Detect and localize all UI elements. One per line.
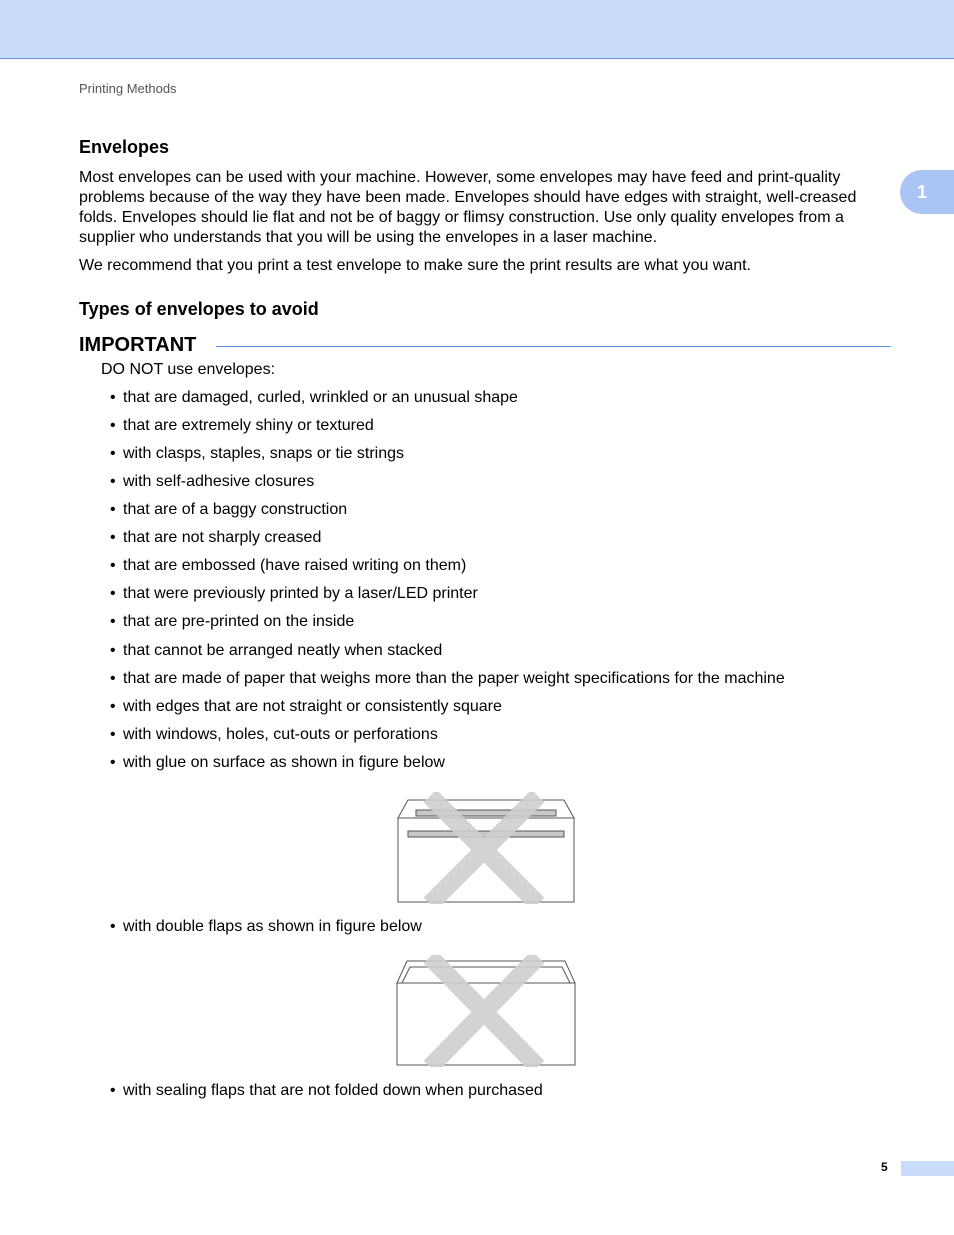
list-item: • that are not sharply creased (110, 529, 322, 546)
important-label: IMPORTANT (79, 334, 197, 356)
list-item: • that are pre-printed on the inside (110, 613, 355, 630)
list-item: • that are extremely shiny or textured (110, 417, 374, 434)
list-item: • that are damaged, curled, wrinkled or an unusual shape (110, 389, 518, 406)
list-item: • that cannot be arranged neatly when stacked (110, 642, 443, 659)
chapter-tab[interactable]: 1 (900, 170, 954, 214)
list-item: • with sealing flaps that are not folded down when purchased (110, 1082, 543, 1099)
double-flap-envelope-crossed-out-icon (394, 955, 578, 1067)
list-item: • that are embossed (have raised writing on them) (110, 557, 467, 574)
recommendation-paragraph: We recommend that you print a test envelope to make sure the print results are what you want. (79, 257, 752, 274)
list-item: • with windows, holes, cut-outs or perforations (110, 726, 438, 743)
glue-envelope-crossed-out-icon (394, 792, 578, 904)
important-divider (216, 346, 891, 347)
subsection-title: Types of envelopes to avoid (79, 299, 319, 319)
important-callout-header (79, 334, 891, 360)
list-item: • that were previously printed by a laser/LED printer (110, 585, 478, 602)
page-number: 5 (881, 1160, 888, 1174)
list-item: • with glue on surface as shown in figure below (110, 754, 445, 771)
list-item: • with edges that are not straight or consistently square (110, 698, 502, 715)
section-title: Envelopes (79, 137, 170, 157)
do-not-use-intro: DO NOT use envelopes: (101, 361, 276, 378)
page-marker (901, 1161, 954, 1176)
breadcrumb: Printing Methods (79, 81, 177, 96)
intro-paragraph: Most envelopes can be used with your machine. However, some envelopes may have feed and print-quality problems because of the way they have been made. Envelopes should have edges with straight, well-creased folds. Envelopes should lie flat and not be of baggy or flimsy construction. Use only quality envelopes from a supplier who understands that you will be using the envelopes in a laser machine. (79, 169, 857, 246)
header-band (0, 0, 954, 59)
list-item: • with self-adhesive closures (110, 473, 315, 490)
list-item: • with double flaps as shown in figure below (110, 918, 422, 935)
list-item: • that are of a baggy construction (110, 501, 348, 518)
list-item: • with clasps, staples, snaps or tie strings (110, 445, 405, 462)
list-item: • that are made of paper that weighs more than the paper weight specifications for the machine (110, 670, 785, 687)
